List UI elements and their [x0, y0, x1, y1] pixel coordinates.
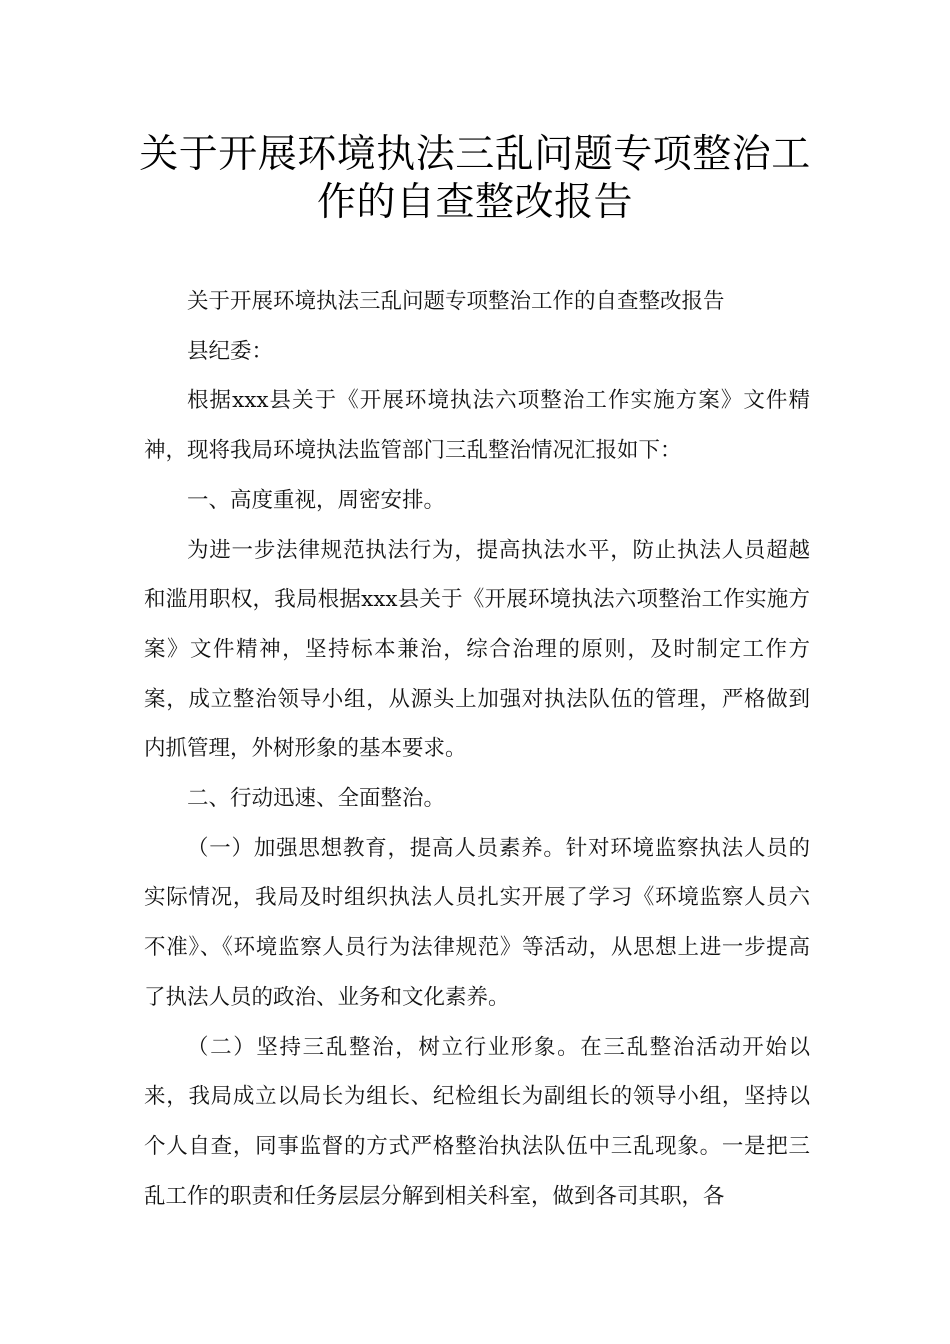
document-title-line-2: 作的自查整改报告: [316, 180, 633, 225]
body-paragraph-addressee: 县纪委：: [187, 338, 274, 364]
body-paragraph-subsection-one: （一）加强思想教育，提高人员素养。针对环境监察执法人员的实际情况，我局及时组织执法人员扎实开展了学习《环境监察人员六不准》、《环境监察人员行为法律规范》等活动，从思想上进一步提高了执法人员的政治、业务和文化素养。: [144, 835, 810, 1010]
section-heading-two: 二、行动迅速、全面整治。: [187, 786, 446, 812]
document-title-line-1: 关于开展环境执法三乱问题专项整治工: [139, 132, 811, 177]
section-heading-one: 一、高度重视，周密安排。: [187, 487, 446, 513]
body-paragraph-repeated-title: 关于开展环境执法三乱问题专项整治工作的自查整改报告: [187, 289, 725, 314]
body-paragraph-intro: 根据xxx县关于《开展环境执法六项整治工作实施方案》文件精神，现将我局环境执法监管部门三乱整治情况汇报如下：: [144, 388, 810, 464]
body-paragraph-subsection-two: （二）坚持三乱整治，树立行业形象。在三乱整治活动开始以来，我局成立以局长为组长、纪检组长为副组长的领导小组，坚持以个人自查，同事监督的方式严格整治执法队伍中三乱现象。一是把三乱工作的职责和任务层层分解到相关科室，做到各司其职，各: [144, 1034, 810, 1209]
body-paragraph-section-one: 为进一步法律规范执法行为，提高执法水平，防止执法人员超越和滥用职权，我局根据xxx县关于《开展环境执法六项整治工作实施方案》文件精神，坚持标本兼治，综合治理的原则，及时制定工作方案，成立整治领导小组，从源头上加强对执法队伍的管理，严格做到内抓管理，外树形象的基本要求。: [144, 537, 810, 762]
document-body: [144, 277, 810, 1221]
